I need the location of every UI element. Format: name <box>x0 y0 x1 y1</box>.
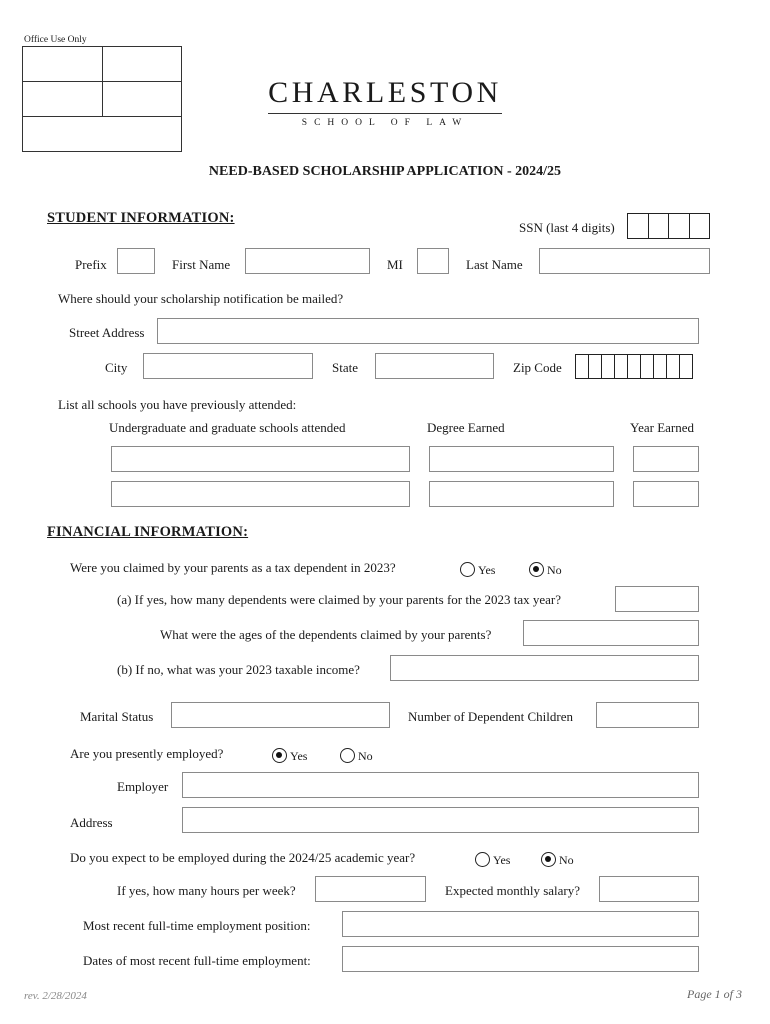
city-field[interactable] <box>143 353 313 379</box>
employment-dates-field[interactable] <box>342 946 699 972</box>
employment-dates-label: Dates of most recent full-time employment: <box>83 953 311 968</box>
employed-question: Are you presently employed? <box>70 746 224 761</box>
school-field-1[interactable] <box>111 446 410 472</box>
dependent-yes-label: Yes <box>478 563 496 577</box>
dependent-question: Were you claimed by your parents as a tax dependent in 2023? <box>70 560 396 575</box>
student-info-heading: STUDENT INFORMATION: <box>47 210 235 226</box>
employed-yes-label: Yes <box>290 749 308 763</box>
degree-column-header: Degree Earned <box>427 420 505 435</box>
school-field-2[interactable] <box>111 481 410 507</box>
year-field-2[interactable] <box>633 481 699 507</box>
logo-tagline: SCHOOL OF LAW <box>301 118 469 128</box>
state-field[interactable] <box>375 353 494 379</box>
taxable-income-field[interactable] <box>390 655 699 681</box>
logo-name: CHARLESTON <box>268 76 502 109</box>
employed-no-label: No <box>358 749 373 763</box>
page-number: Page 1 of 3 <box>687 987 742 1001</box>
marital-status-field[interactable] <box>171 702 390 728</box>
year-column-header: Year Earned <box>630 420 695 435</box>
employed-yes-radio[interactable] <box>272 748 287 763</box>
hours-label: If yes, how many hours per week? <box>117 883 296 898</box>
schools-column-header: Undergraduate and graduate schools attended <box>109 420 346 435</box>
expect-yes-label: Yes <box>493 853 511 867</box>
expect-no-radio[interactable] <box>541 852 556 867</box>
expect-yes-radio[interactable] <box>475 852 490 867</box>
zip-label: Zip Code <box>513 360 562 375</box>
salary-label: Expected monthly salary? <box>445 883 581 898</box>
dependent-children-field[interactable] <box>596 702 699 728</box>
dependent-no-label: No <box>547 563 562 577</box>
degree-field-2[interactable] <box>429 481 614 507</box>
first-name-label: First Name <box>172 257 231 272</box>
mi-label: MI <box>387 257 403 272</box>
mi-field[interactable] <box>417 248 449 274</box>
ssn-label: SSN (last 4 digits) <box>519 220 615 235</box>
prefix-label: Prefix <box>75 257 107 272</box>
dependents-ages-field[interactable] <box>523 620 699 646</box>
zip-input[interactable] <box>575 354 693 379</box>
employer-address-field[interactable] <box>182 807 699 833</box>
dependents-count-question: (a) If yes, how many dependents were claimed by your parents for the 2023 tax year? <box>117 592 561 607</box>
position-field[interactable] <box>342 911 699 937</box>
employed-no-radio[interactable] <box>340 748 355 763</box>
hours-field[interactable] <box>315 876 426 902</box>
financial-info-heading: FINANCIAL INFORMATION: <box>47 524 249 540</box>
state-label: State <box>332 360 358 375</box>
employer-field[interactable] <box>182 772 699 798</box>
dependents-count-field[interactable] <box>615 586 699 612</box>
expect-employed-question: Do you expect to be employed during the 2024/25 academic year? <box>70 850 416 865</box>
taxable-income-question: (b) If no, what was your 2023 taxable income? <box>117 662 360 677</box>
last-name-label: Last Name <box>466 257 523 272</box>
form-title: NEED-BASED SCHOLARSHIP APPLICATION - 2024/25 <box>208 164 562 179</box>
last-name-field[interactable] <box>539 248 710 274</box>
address-label: Address <box>70 815 113 830</box>
salary-field[interactable] <box>599 876 699 902</box>
employer-label: Employer <box>117 779 169 794</box>
city-label: City <box>105 360 128 375</box>
schools-question: List all schools you have previously attended: <box>58 397 297 412</box>
first-name-field[interactable] <box>245 248 370 274</box>
dependent-yes-radio[interactable] <box>460 562 475 577</box>
dependent-no-radio[interactable] <box>529 562 544 577</box>
school-logo <box>266 76 504 128</box>
office-use-box <box>22 46 182 152</box>
year-field-1[interactable] <box>633 446 699 472</box>
revision-date: rev. 2/28/2024 <box>24 990 87 1002</box>
mail-question: Where should your scholarship notification be mailed? <box>58 291 344 306</box>
street-field[interactable] <box>157 318 699 344</box>
position-label: Most recent full-time employment position: <box>83 918 311 933</box>
office-use-label: Office Use Only <box>24 35 87 45</box>
degree-field-1[interactable] <box>429 446 614 472</box>
ssn-input[interactable] <box>627 213 710 239</box>
street-label: Street Address <box>69 325 145 340</box>
dependent-children-label: Number of Dependent Children <box>408 709 573 724</box>
dependents-ages-question: What were the ages of the dependents claimed by your parents? <box>160 627 492 642</box>
prefix-field[interactable] <box>117 248 155 274</box>
marital-status-label: Marital Status <box>80 709 154 724</box>
expect-no-label: No <box>559 853 574 867</box>
